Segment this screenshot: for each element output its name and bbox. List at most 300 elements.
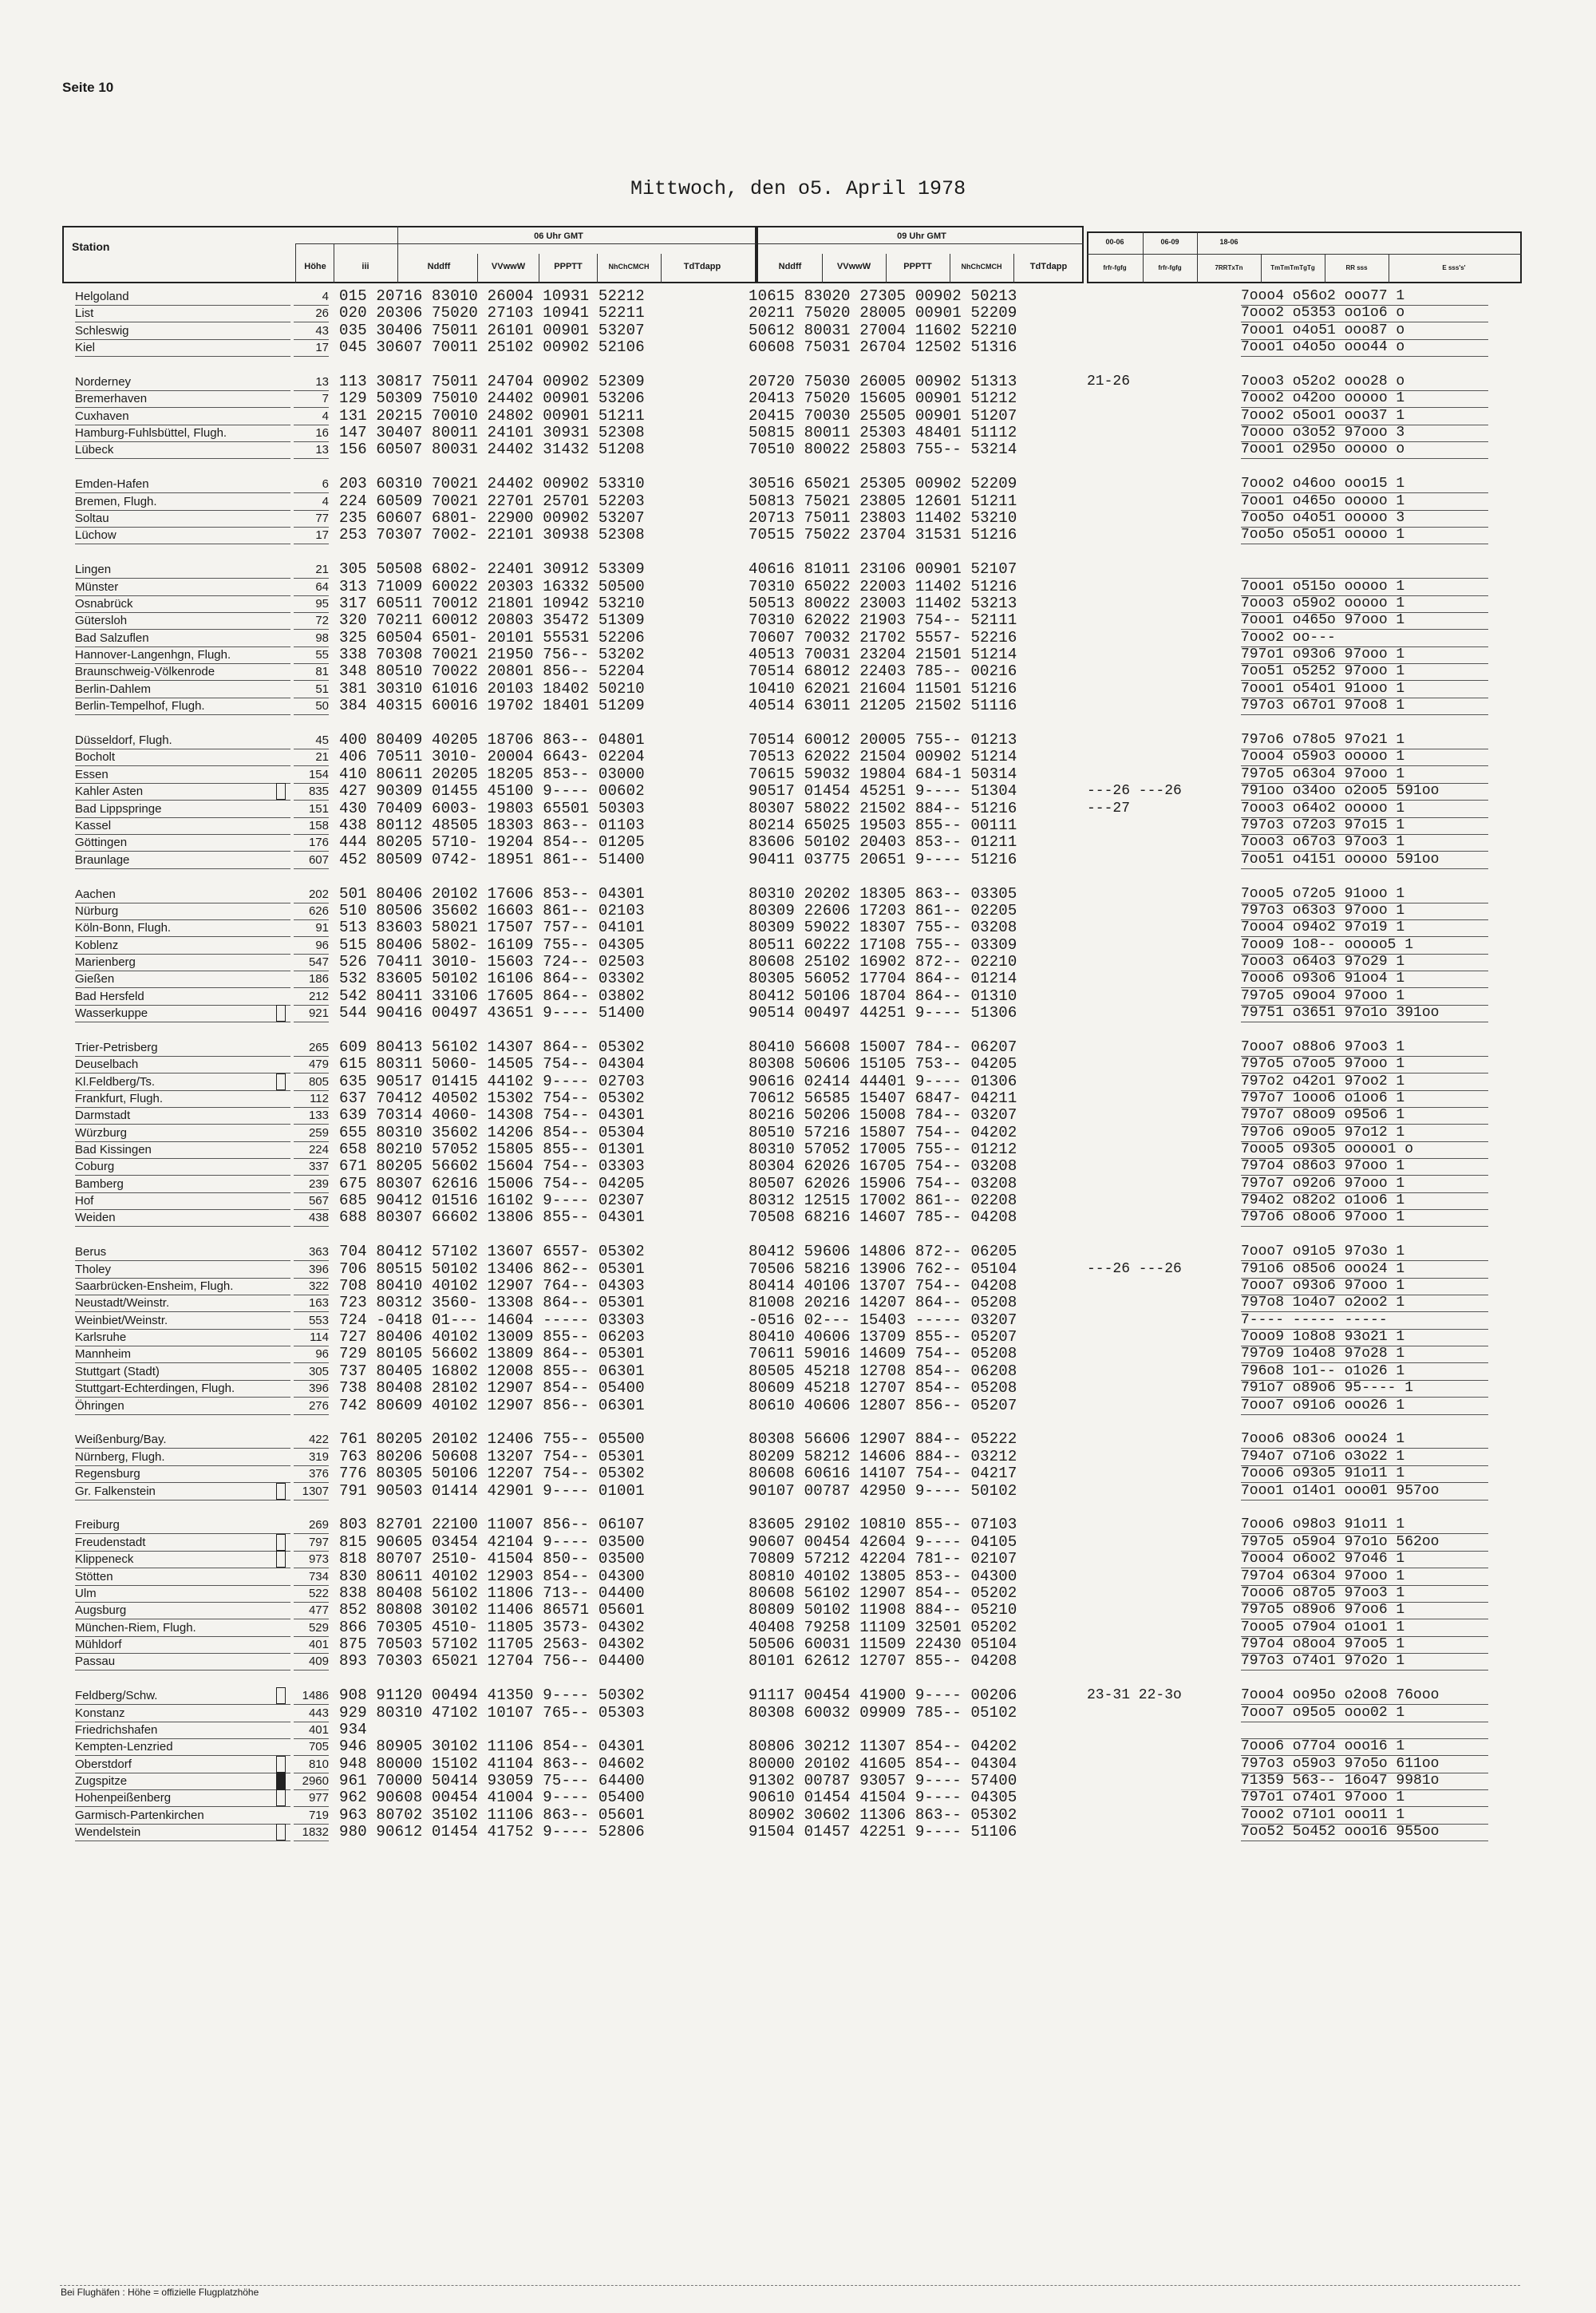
station-name: Braunschweig-Völkenrode [75,663,290,681]
group-header-09: 09 Uhr GMT [897,231,946,241]
station-name: Gießen [75,971,290,988]
station-height: 91 [294,919,329,937]
extremes-group: 7ooo1 o4o5o ooo44 o [1241,339,1488,357]
table-row [0,510,1596,527]
station-height: 401 [294,1636,329,1654]
station-height: 276 [294,1398,329,1415]
extremes-group: 7ooo2 oo--- [1241,630,1488,647]
table-row [0,374,1596,390]
station-name: Stuttgart-Echterdingen, Flugh. [75,1380,290,1398]
obs-06-utc: 908 91120 00494 41350 9---- 50302 [339,1686,645,1705]
obs-06-utc: 727 80406 40102 13009 855-- 06203 [339,1328,645,1346]
station-height: 13 [294,441,329,459]
obs-09-utc: 70615 59032 19804 684-1 50314 [749,765,1017,783]
obs-06-utc: 317 60511 70012 21801 10942 53210 [339,595,645,613]
station-name: Frankfurt, Flugh. [75,1090,290,1108]
table-row [0,1534,1596,1551]
obs-09-utc: 81008 20216 14207 864-- 05208 [749,1294,1017,1312]
station-height: 186 [294,971,329,988]
extremes-group: 797o1 o93o6 97ooo 1 [1241,646,1488,664]
rcol-tm-tg: TmTmTmTgTg [1270,264,1315,271]
obs-09-utc: 80310 20202 18305 863-- 03305 [749,884,1017,903]
obs-06-utc: 542 80411 33106 17605 864-- 03802 [339,986,645,1005]
station-name: Nürburg [75,903,290,920]
col09-ppptt: PPPTT [903,262,932,271]
table-row [0,339,1596,356]
extremes-group: 797o3 o74o1 97o2o 1 [1241,1653,1488,1670]
obs-09-utc: 50813 75021 23805 12601 51211 [749,492,1017,510]
table-row [0,1516,1596,1533]
station-name: Hamburg-Fuhlsbüttel, Flugh. [75,425,290,442]
station-height: 4 [294,288,329,306]
station-height: 322 [294,1278,329,1295]
extremes-group: 797o3 o67o1 97oo8 1 [1241,698,1488,715]
station-name: Köln-Bonn, Flugh. [75,919,290,937]
station-name: Bad Kissingen [75,1141,290,1159]
station-height: 1307 [294,1483,329,1500]
obs-06-utc: 706 80515 50102 13406 862-- 05301 [339,1259,645,1278]
station-height: 81 [294,663,329,681]
table-row [0,1005,1596,1022]
table-row [0,305,1596,322]
station-name: Bad Hersfeld [75,988,290,1006]
obs-09-utc: 70513 62022 21504 00902 51214 [749,748,1017,766]
extremes-group: 7ooo7 o91o6 ooo26 1 [1241,1398,1488,1415]
rcol-esss: E sss's' [1442,264,1466,271]
table-row [0,1465,1596,1482]
extremes-group: 7ooo6 o98o3 91o11 1 [1241,1516,1488,1534]
obs-09-utc: 80806 30212 11307 854-- 04202 [749,1738,1017,1756]
obs-06-utc: 671 80205 56602 15604 754-- 03303 [339,1157,645,1176]
station-name: Würzburg [75,1125,290,1142]
station-height: 17 [294,339,329,357]
table-row [0,1551,1596,1568]
obs-09-utc: 90607 00454 42604 9---- 04105 [749,1532,1017,1551]
table-row [0,1346,1596,1362]
extremes-group: 71359 563-- 16o47 9981o [1241,1773,1488,1790]
obs-06-utc: 444 80205 5710- 19204 854-- 01205 [339,833,645,852]
station-name: Stötten [75,1568,290,1586]
station-name: Kempten-Lenzried [75,1738,290,1756]
table-row [0,408,1596,425]
obs-06-utc: 615 80311 5060- 14505 754-- 04304 [339,1055,645,1073]
table-row [0,1243,1596,1260]
station-name: Bremerhaven [75,390,290,408]
obs-09-utc: 80309 59022 18307 755-- 03208 [749,919,1017,937]
obs-09-utc: 50612 80031 27004 11602 52210 [749,321,1017,339]
obs-09-utc: 80608 56102 12907 854-- 05202 [749,1584,1017,1602]
table-row [0,493,1596,510]
station-name: Nürnberg, Flugh. [75,1449,290,1466]
table-row [0,919,1596,936]
station-height: 522 [294,1585,329,1603]
extremes-group: 7ooo5 o72o5 91ooo 1 [1241,886,1488,903]
station-height: 4 [294,408,329,425]
station-name: Bad Lippspringe [75,801,290,818]
obs-09-utc: 80305 56052 17704 864-- 01214 [749,970,1017,988]
obs-06-utc: 113 30817 75011 24704 00902 52309 [339,373,645,390]
obs-09-utc: 70310 65022 22003 11402 51216 [749,577,1017,595]
extremes-group: 797o7 o92o6 97ooo 1 [1241,1176,1488,1193]
station-name: Feldberg/Schw. [75,1687,290,1705]
station-name: Öhringen [75,1398,290,1415]
table-row [0,852,1596,868]
obs-09-utc: 70607 70032 21702 5557- 52216 [749,628,1017,646]
table-row [0,476,1596,492]
station-name: Regensburg [75,1465,290,1483]
extremes-group: 797o2 o42o1 97oo2 1 [1241,1073,1488,1091]
station-height: 477 [294,1602,329,1619]
table-row [0,834,1596,851]
station-height: 21 [294,749,329,766]
obs-09-utc: 80310 57052 17005 755-- 01212 [749,1141,1017,1158]
table-row [0,1209,1596,1226]
obs-09-utc: 90517 01454 45251 9---- 51304 [749,782,1017,801]
table-row [0,903,1596,919]
obs-09-utc: 70506 58216 13906 762-- 05104 [749,1259,1017,1278]
extremes-group: 794o7 o71o6 o3o22 1 [1241,1449,1488,1466]
obs-09-utc: 70510 80022 25803 755-- 53214 [749,441,1017,459]
station-name: Neustadt/Weinstr. [75,1295,290,1312]
col09-dew: TdTdapp [1029,262,1068,271]
extremes-group: 7ooo1 o14o1 ooo01 957oo [1241,1483,1488,1500]
station-name: Aachen [75,886,290,903]
station-name: Braunlage [75,852,290,869]
obs-09-utc: 90616 02414 44401 9---- 01306 [749,1072,1017,1090]
extremes-group: 7ooo5 o79o4 o1oo1 1 [1241,1619,1488,1637]
table-row [0,663,1596,680]
wind-gust-range: ---26 ---26 [1087,783,1182,800]
extremes-group: 7oo52 5o452 ooo16 955oo [1241,1824,1488,1841]
table-row [0,441,1596,458]
obs-06-utc: 963 80702 35102 11106 863-- 05601 [339,1805,645,1824]
obs-06-utc: 655 80310 35602 14206 854-- 05304 [339,1123,645,1141]
obs-06-utc: 852 80808 30102 11406 86571 05601 [339,1601,645,1619]
obs-09-utc: 80308 50606 15105 753-- 04205 [749,1055,1017,1073]
obs-06-utc: 452 80509 0742- 18951 861-- 51400 [339,850,645,868]
extremes-group: 7ooo3 o52o2 ooo28 o [1241,374,1488,391]
obs-09-utc: 70611 59016 14609 754-- 05208 [749,1345,1017,1363]
station-height: 96 [294,1346,329,1363]
station-name: Bad Salzuflen [75,630,290,647]
station-height: 6 [294,476,329,493]
obs-09-utc: 80507 62026 15906 754-- 03208 [749,1174,1017,1192]
mountain-station-filled-icon [276,1773,286,1789]
station-name: Koblenz [75,937,290,955]
iii-header: iii [361,262,369,271]
mountain-station-icon [276,783,286,800]
station-height: 705 [294,1738,329,1756]
table-row [0,988,1596,1005]
mountain-station-icon [276,1756,286,1773]
extremes-group: 797o7 o8oo9 o95o6 1 [1241,1107,1488,1125]
table-row [0,1568,1596,1585]
station-height: 553 [294,1312,329,1330]
obs-09-utc: -0516 02--- 15403 ----- 03207 [749,1311,1017,1329]
extremes-group: 7ooo3 o64o3 97o29 1 [1241,954,1488,971]
station-name: Tholey [75,1261,290,1279]
obs-09-utc: 80214 65025 19503 855-- 00111 [749,816,1017,834]
extremes-group: 797o5 o7oo5 97ooo 1 [1241,1056,1488,1073]
station-height: 401 [294,1722,329,1739]
station-height: 810 [294,1756,329,1773]
obs-09-utc: 70809 57212 42204 781-- 02107 [749,1550,1017,1568]
extremes-group: 7ooo6 o93o6 91oo4 1 [1241,971,1488,988]
station-height: 529 [294,1619,329,1637]
wind-gust-range: 23-31 22-3o [1087,1687,1182,1704]
table-row [0,1380,1596,1397]
obs-09-utc: 40513 70031 23204 21501 51214 [749,646,1017,664]
table-row [0,1312,1596,1329]
obs-06-utc: 410 80611 20205 18205 853-- 03000 [339,765,645,783]
obs-06-utc: 948 80000 15102 41104 863-- 04602 [339,1754,645,1773]
obs-06-utc: 893 70303 65021 12704 756-- 04400 [339,1652,645,1670]
station-name: Konstanz [75,1705,290,1722]
station-name: Weiden [75,1209,290,1227]
station-height: 133 [294,1107,329,1125]
obs-09-utc: 80414 40106 13707 754-- 04208 [749,1277,1017,1295]
station-name: Bocholt [75,749,290,766]
station-height: 163 [294,1295,329,1312]
table-row [0,527,1596,544]
obs-06-utc: 815 90605 03454 42104 9---- 03500 [339,1532,645,1551]
extremes-group: 7ooo7 o88o6 97oo3 1 [1241,1039,1488,1057]
table-row [0,1431,1596,1448]
table-row [0,595,1596,612]
obs-06-utc: 348 80510 70022 20801 856-- 52204 [339,662,645,681]
station-height: 21 [294,561,329,579]
table-row [0,783,1596,800]
extremes-group: 7ooo1 o515o ooooo 1 [1241,579,1488,596]
station-height: 95 [294,595,329,613]
obs-06-utc: 737 80405 16802 12008 855-- 06301 [339,1362,645,1380]
obs-09-utc: 40408 79258 11109 32501 05202 [749,1618,1017,1636]
extremes-group: 797o3 o63o3 97ooo 1 [1241,903,1488,920]
obs-09-utc: 70508 68216 14607 785-- 04208 [749,1208,1017,1227]
obs-06-utc: 830 80611 40102 12903 854-- 04300 [339,1567,645,1585]
station-height: 973 [294,1551,329,1568]
extremes-group: 7ooo6 o87o5 97oo3 1 [1241,1585,1488,1603]
extremes-group: 7ooo9 1o8-- ooooo5 1 [1241,937,1488,955]
station-height: 797 [294,1534,329,1552]
table-row [0,732,1596,749]
station-name: Münster [75,579,290,596]
obs-06-utc: 929 80310 47102 10107 765-- 05303 [339,1703,645,1722]
table-row [0,1722,1596,1738]
station-height: 176 [294,834,329,852]
station-height: 479 [294,1056,329,1073]
obs-09-utc: 80308 56606 12907 884-- 05222 [749,1430,1017,1449]
station-name: Freudenstadt [75,1534,290,1552]
station-height: 151 [294,801,329,818]
station-name: Trier-Petrisberg [75,1039,290,1057]
table-row [0,612,1596,629]
station-height: 396 [294,1380,329,1398]
group-00-06: 00-06 [1105,238,1124,246]
station-height: 77 [294,510,329,528]
station-height: 13 [294,374,329,391]
obs-09-utc: 91504 01457 42251 9---- 51106 [749,1823,1017,1841]
obs-06-utc: 384 40315 60016 19702 18401 51209 [339,697,645,715]
station-height: 26 [294,305,329,322]
station-height: 158 [294,817,329,835]
extremes-group: 7ooo1 o465o ooooo 1 [1241,493,1488,511]
obs-09-utc: 83606 50102 20403 853-- 01211 [749,833,1017,852]
extremes-group: 794o2 o82o2 o1oo6 1 [1241,1192,1488,1210]
obs-09-utc: 80609 45218 12707 854-- 05208 [749,1379,1017,1398]
station-name: Stuttgart (Stadt) [75,1363,290,1381]
col06-vvwww: VVwwW [491,262,526,271]
obs-06-utc: 156 60507 80031 24402 31432 51208 [339,441,645,459]
obs-09-utc: 80000 20102 41605 854-- 04304 [749,1754,1017,1773]
extremes-group: 7ooo6 o77o4 ooo16 1 [1241,1738,1488,1756]
obs-09-utc: 70514 68012 22403 785-- 00216 [749,662,1017,681]
obs-06-utc: 875 70503 57102 11705 2563- 04302 [339,1635,645,1653]
obs-09-utc: 40514 63011 21205 21502 51116 [749,697,1017,715]
station-name: Weinbiet/Weinstr. [75,1312,290,1330]
obs-09-utc: 80312 12515 17002 861-- 02208 [749,1192,1017,1210]
extremes-group: 7ooo3 o59o2 ooooo 1 [1241,595,1488,613]
table-row [0,954,1596,971]
obs-06-utc: 147 30407 80011 24101 30931 52308 [339,424,645,442]
station-name: Osnabrück [75,595,290,613]
col09-vvwww: VVwwW [836,262,871,271]
station-height: 977 [294,1789,329,1807]
station-height: 55 [294,646,329,664]
table-row [0,579,1596,595]
station-height: 2960 [294,1773,329,1790]
extremes-group: 7ooo6 o93o5 91o11 1 [1241,1465,1488,1483]
table-row [0,630,1596,646]
station-height: 396 [294,1261,329,1279]
station-name: Klippeneck [75,1551,290,1568]
station-height: 805 [294,1073,329,1091]
station-name: Weißenburg/Bay. [75,1431,290,1449]
hoehe-header: Höhe [304,262,326,271]
obs-06-utc: 430 70409 6003- 19803 65501 50303 [339,799,645,817]
obs-09-utc: 83605 29102 10810 855-- 07103 [749,1516,1017,1534]
obs-06-utc: 544 90416 00497 43651 9---- 51400 [339,1003,645,1022]
obs-06-utc: 635 90517 01415 44102 9---- 02703 [339,1072,645,1090]
station-height: 567 [294,1192,329,1210]
obs-09-utc: 80209 58212 14606 884-- 03212 [749,1447,1017,1465]
obs-06-utc: 675 80307 62616 15006 754-- 04205 [339,1174,645,1192]
table-row [0,766,1596,783]
obs-06-utc: 946 80905 30102 11106 854-- 04301 [339,1738,645,1756]
obs-09-utc: 80610 40606 12807 856-- 05207 [749,1396,1017,1414]
col06-clouds: NhChCMCH [608,263,650,271]
obs-09-utc: 80412 59606 14806 872-- 06205 [749,1243,1017,1261]
rcol-rr-tx-tn: 7RRTxTn [1215,264,1243,271]
obs-06-utc: 381 30310 61016 20103 18402 50210 [339,679,645,698]
station-name: Essen [75,766,290,784]
station-name: Cuxhaven [75,408,290,425]
station-name: Gr. Falkenstein [75,1483,290,1500]
obs-09-utc: 40616 81011 23106 00901 52107 [749,560,1017,579]
station-name: München-Riem, Flugh. [75,1619,290,1637]
obs-06-utc: 131 20215 70010 24802 00901 51211 [339,406,645,425]
extremes-group: 7ooo3 o64o2 ooooo 1 [1241,801,1488,818]
station-name: Zugspitze [75,1773,290,1790]
table-row [0,971,1596,987]
station-height: 269 [294,1516,329,1534]
extremes-group: 797o6 o8oo6 97ooo 1 [1241,1209,1488,1227]
station-height: 114 [294,1329,329,1346]
extremes-group: 796o8 1o1-- o1o26 1 [1241,1363,1488,1381]
station-name: Emden-Hafen [75,476,290,493]
obs-06-utc: 761 80205 20102 12406 755-- 05500 [339,1430,645,1449]
station-name: Oberstdorf [75,1756,290,1773]
obs-06-utc: 708 80410 40102 12907 764-- 04303 [339,1277,645,1295]
station-name: Karlsruhe [75,1329,290,1346]
extremes-group: 7ooo4 o94o2 97o19 1 [1241,919,1488,937]
mountain-station-icon [276,1789,286,1806]
station-name: Wendelstein [75,1824,290,1841]
station-name: Marienberg [75,954,290,971]
station-name: Gütersloh [75,612,290,630]
obs-06-utc: 438 80112 48505 18303 863-- 01103 [339,816,645,834]
obs-06-utc: 729 80105 56602 13809 864-- 05301 [339,1345,645,1363]
obs-09-utc: 80101 62612 12707 855-- 04208 [749,1652,1017,1670]
obs-06-utc: 776 80305 50106 12207 754-- 05302 [339,1465,645,1483]
station-height: 64 [294,579,329,596]
table-row [0,1073,1596,1090]
extremes-group: 7ooo7 o91o5 97o3o 1 [1241,1243,1488,1261]
extremes-group: 797o6 o9oo5 97o12 1 [1241,1125,1488,1142]
station-height: 4 [294,493,329,511]
obs-09-utc: 80216 50206 15008 784-- 03207 [749,1106,1017,1125]
station-name: Mannheim [75,1346,290,1363]
obs-09-utc: 50815 80011 25303 48401 51112 [749,424,1017,442]
extremes-group: 7ooo4 o59o3 ooooo 1 [1241,749,1488,766]
table-row [0,1398,1596,1414]
extremes-group: 7ooo1 o295o ooooo o [1241,441,1488,459]
extremes-group: 7ooo6 o83o6 ooo24 1 [1241,1431,1488,1449]
table-row [0,1449,1596,1465]
table-row [0,1261,1596,1278]
obs-06-utc: 803 82701 22100 11007 856-- 06107 [339,1516,645,1534]
obs-09-utc: 91302 00787 93057 9---- 57400 [749,1771,1017,1789]
extremes-group: 797o9 1o4o8 97o28 1 [1241,1346,1488,1363]
extremes-group: 7ooo2 o5oo1 ooo37 1 [1241,408,1488,425]
obs-06-utc: 724 -0418 01--- 14604 ----- 03303 [339,1311,645,1329]
station-name: Berlin-Tempelhof, Flugh. [75,698,290,715]
obs-06-utc: 015 20716 83010 26004 10931 52212 [339,287,645,305]
station-height: 443 [294,1705,329,1722]
mountain-station-icon [276,1687,286,1704]
obs-06-utc: 253 70307 7002- 22101 30938 52308 [339,526,645,544]
extremes-group: 7oo5o o5o51 ooooo 1 [1241,527,1488,544]
table-row [0,1141,1596,1158]
extremes-group: 7ooo2 o71o1 ooo11 1 [1241,1807,1488,1825]
station-height: 921 [294,1005,329,1022]
station-height: 265 [294,1039,329,1057]
station-height: 422 [294,1431,329,1449]
obs-09-utc: 10410 62021 21604 11501 51216 [749,679,1017,698]
station-name: Göttingen [75,834,290,852]
obs-06-utc: 637 70412 40502 15302 754-- 05302 [339,1089,645,1107]
obs-09-utc: 80608 25102 16902 872-- 02210 [749,952,1017,971]
station-name: Coburg [75,1158,290,1176]
station-name: Kl.Feldberg/Ts. [75,1073,290,1091]
station-height: 835 [294,783,329,801]
rcol-ff-00-06: frfr-fgfg [1103,264,1127,271]
extremes-group: 7ooo7 o95o5 ooo02 1 [1241,1705,1488,1722]
station-name: Saarbrücken-Ensheim, Flugh. [75,1278,290,1295]
station-name: Lingen [75,561,290,579]
obs-09-utc: 80412 50106 18704 864-- 01310 [749,986,1017,1005]
obs-06-utc: 704 80412 57102 13607 6557- 05302 [339,1243,645,1261]
